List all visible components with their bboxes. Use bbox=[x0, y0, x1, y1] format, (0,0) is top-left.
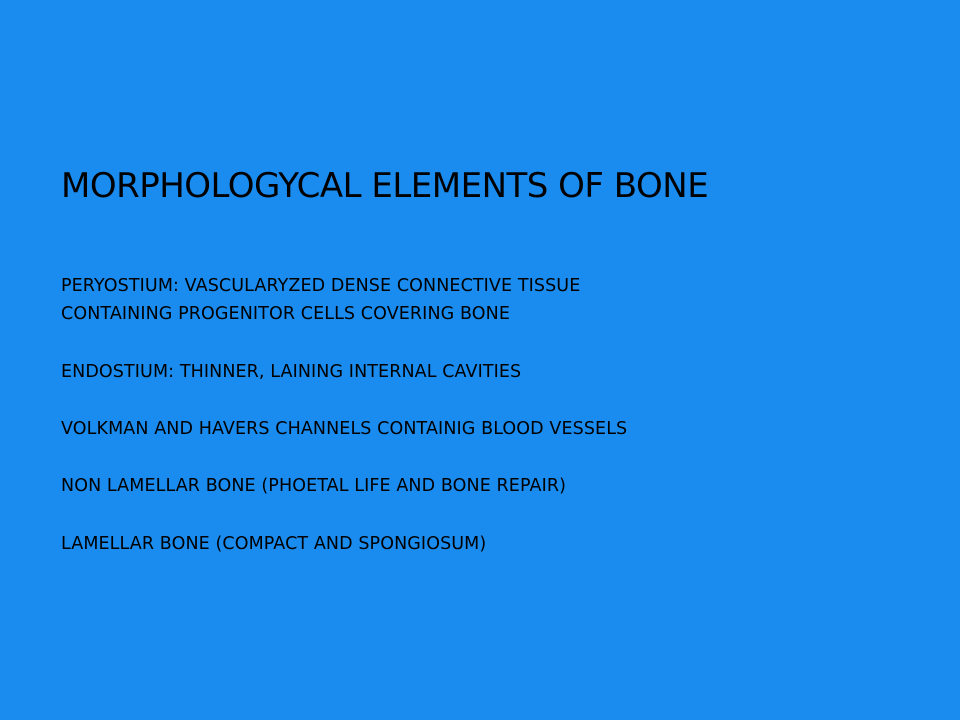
body-line-peryostium: PERYOSTIUM: VASCULARYZED DENSE CONNECTIVE TISSUE bbox=[61, 276, 581, 296]
body-line-non-lamellar: NON LAMELLAR BONE (PHOETAL LIFE AND BONE REPAIR) bbox=[61, 476, 567, 496]
body-line-endostium: ENDOSTIUM: THINNER, LAINING INTERNAL CAVITIES bbox=[61, 362, 522, 382]
body-line-channels: VOLKMAN AND HAVERS CHANNELS CONTAINIG BLOOD VESSELS bbox=[61, 419, 628, 439]
body-line-lamellar: LAMELLAR BONE (COMPACT AND SPONGIOSUM) bbox=[61, 534, 487, 554]
slide-title: MORPHOLOGYCAL ELEMENTS OF BONE bbox=[61, 166, 709, 206]
body-line-peryostium-cont: CONTAINING PROGENITOR CELLS COVERING BONE bbox=[61, 304, 510, 324]
